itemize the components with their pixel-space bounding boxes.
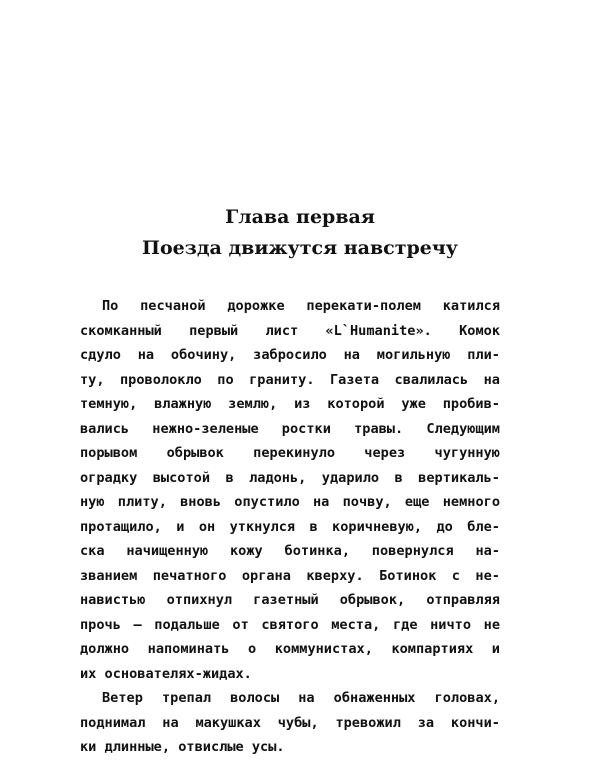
text-line: званием печатного органа кверху. Ботинок с не- <box>80 567 500 584</box>
chapter-number: Глава первая <box>225 206 375 228</box>
text-line: протащило, и он уткнулся в коричневую, до бле- <box>80 518 500 535</box>
text-line: По песчаной дорожке перекати-полем катился <box>102 298 500 314</box>
text-line: ска начищенную кожу ботинка, повернулся на- <box>80 543 500 559</box>
text-line: их основателях-жидах. <box>80 665 252 682</box>
paragraph <box>80 294 500 686</box>
body-text <box>80 294 500 760</box>
text-line: ту, проволокло по граниту. Газета свалилась на <box>80 371 500 388</box>
chapter-title: Поезда движутся навстречу <box>142 237 458 259</box>
text-line: прочь — подальше от святого места, где ничто не <box>80 616 500 633</box>
text-line: навистью отпихнул газетный обрывок, отправляя <box>80 592 500 608</box>
text-line: Ветер трепал волосы на обнаженных головах, <box>102 690 500 706</box>
text-line: темную, влажную землю, из которой уже пробив- <box>80 396 500 412</box>
text-line: порывом обрывок перекинуло через чугунную <box>80 445 500 461</box>
text-line: должно напоминать о коммунистах, компартиях и <box>80 641 500 657</box>
paragraph <box>80 686 500 760</box>
text-line: скомканный первый лист «L`Humanite». Комок <box>80 322 500 339</box>
text-line: сдуло на обочину, забросило на могильную пли- <box>80 347 500 363</box>
text-line: ную плиту, вновь опустило на почву, еще немного <box>80 494 500 510</box>
text-line: ки длинные, отвислые усы. <box>80 739 285 755</box>
text-line: оградку высотой в ладонь, ударило в вертикаль- <box>80 469 500 486</box>
text-line: поднимал на макушках чубы, тревожил за кончи- <box>80 714 500 731</box>
text-line: вались нежно-зеленые ростки травы. Следующим <box>80 420 500 437</box>
